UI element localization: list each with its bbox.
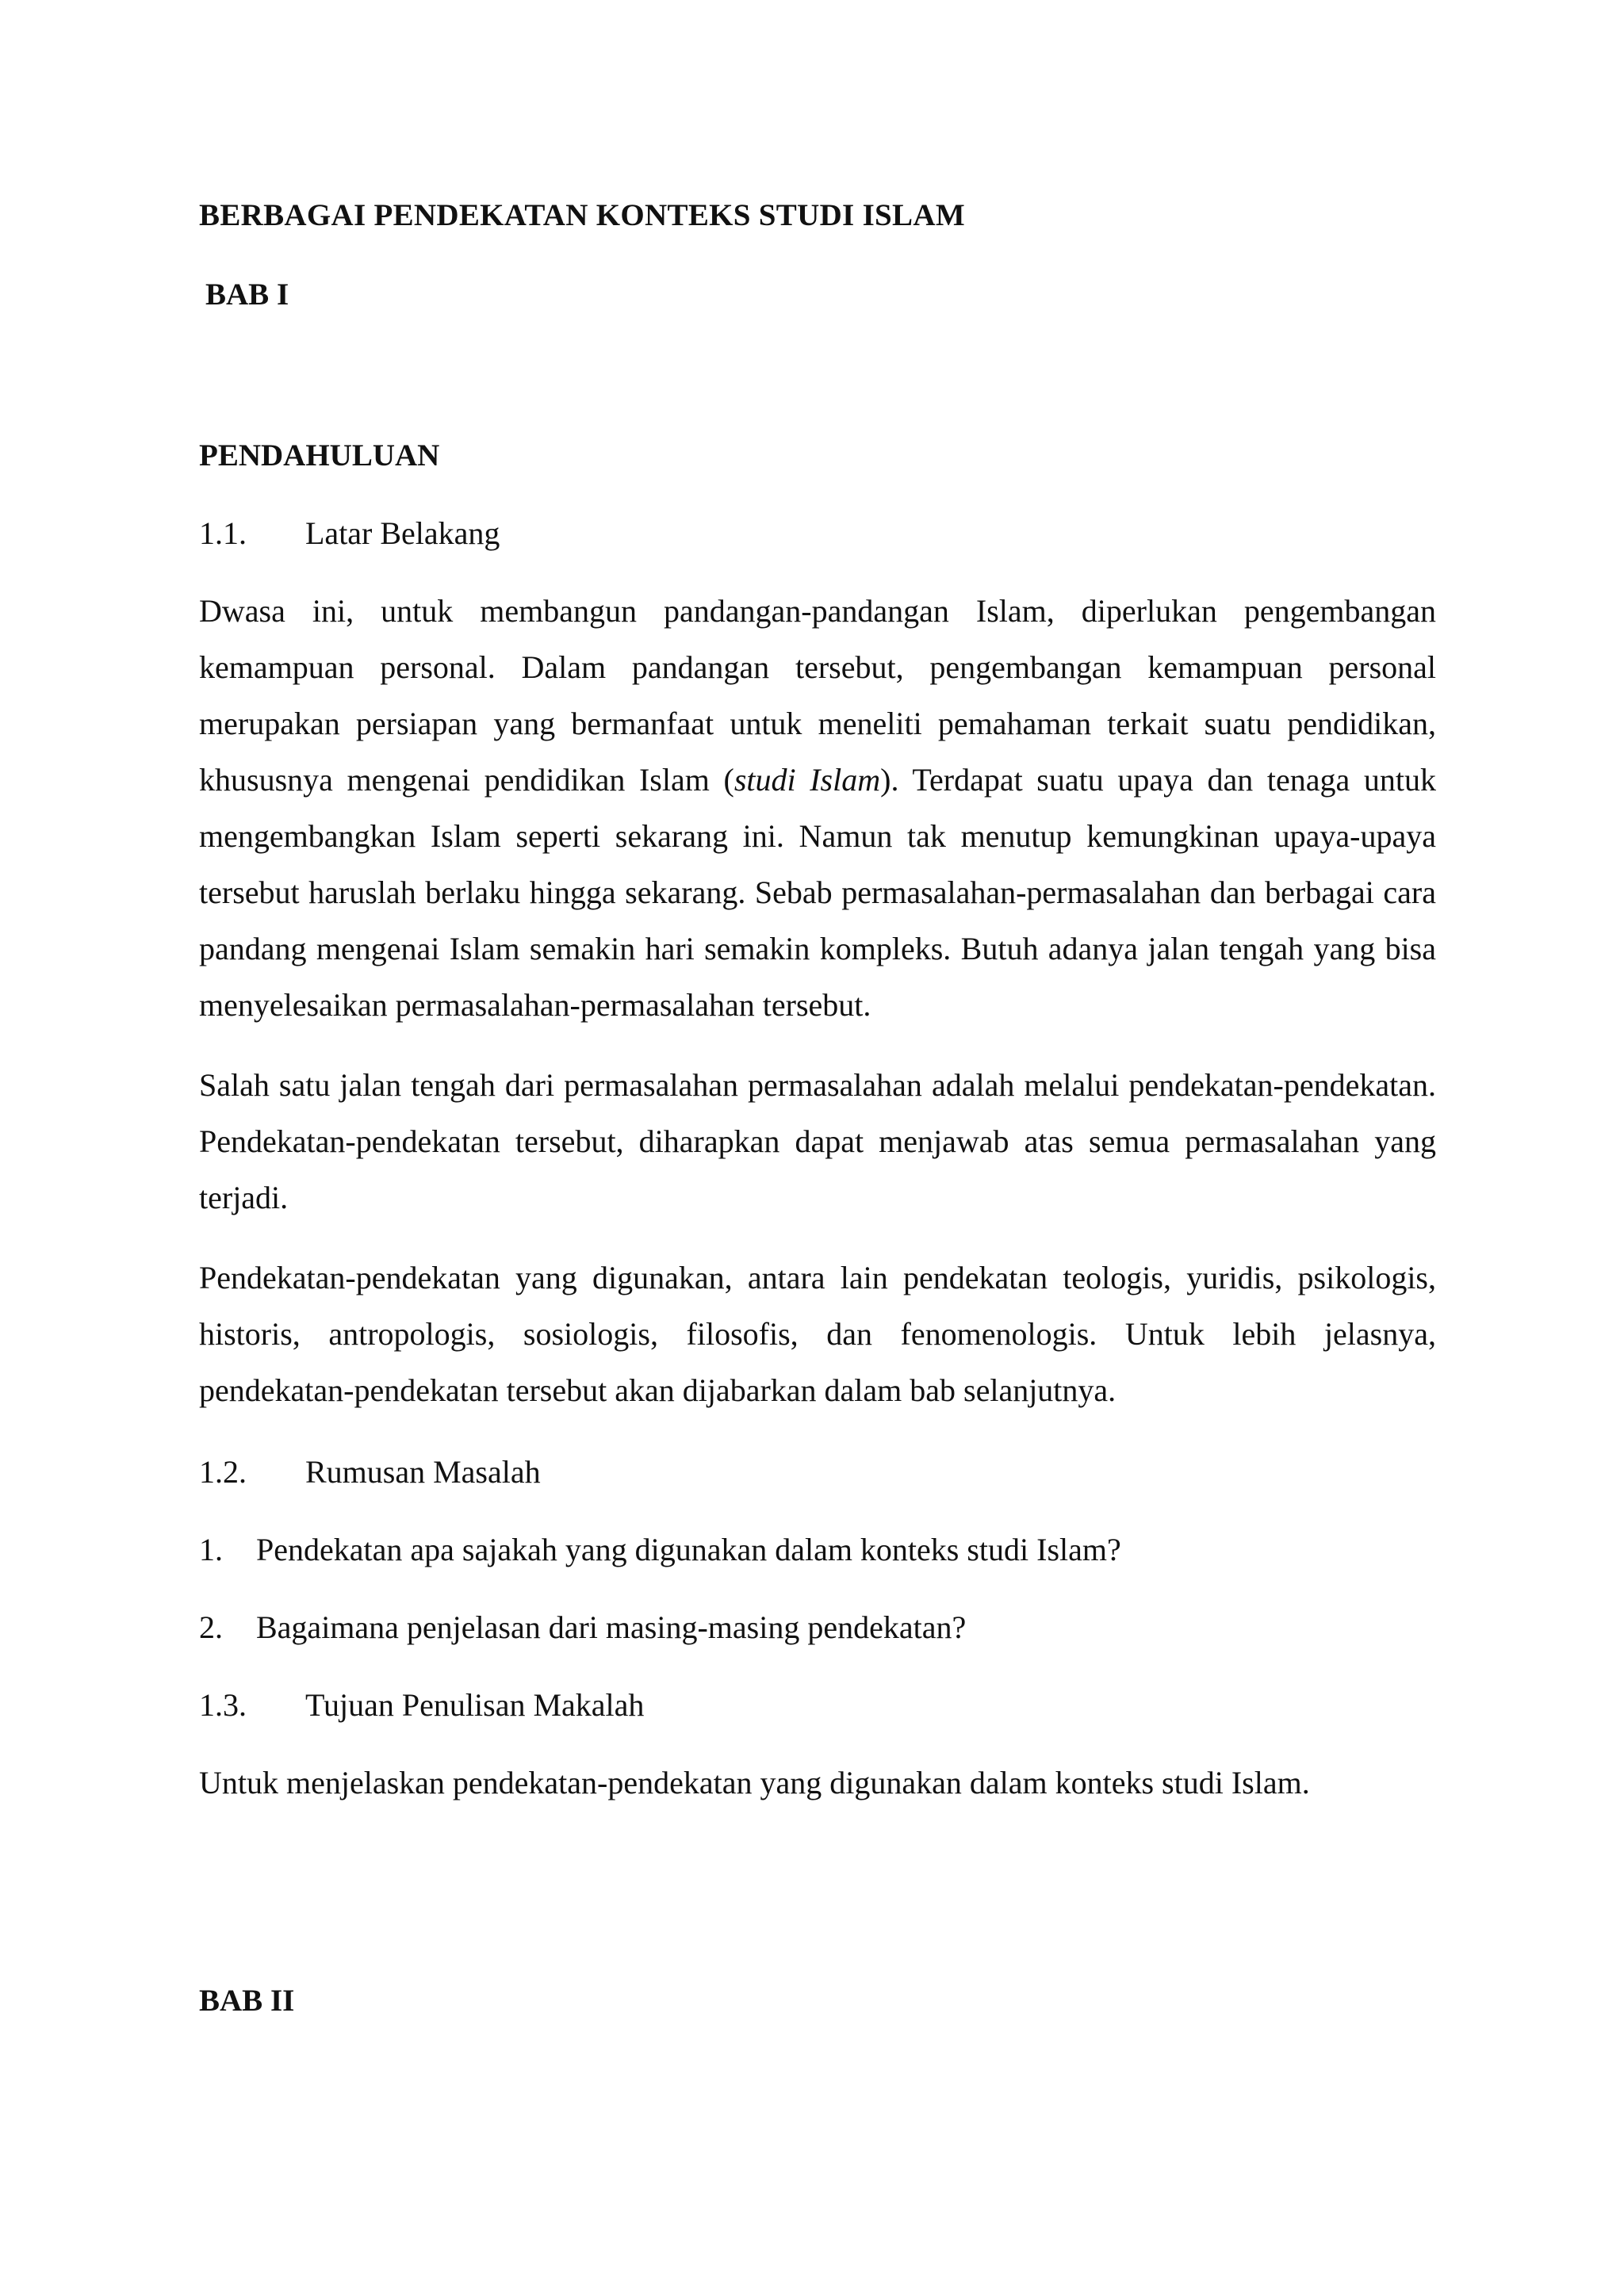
subheading-number: 1.3.	[199, 1687, 247, 1723]
subheading-number: 1.1.	[199, 515, 247, 551]
subheading-label: Latar Belakang	[305, 515, 500, 551]
paragraph-pendekatan-list: Pendekatan-pendekatan yang digunakan, antara lain pendekatan teologis, yuridis, psikologis, historis, antropologis, sosiologis, filosofis, dan fenomenologis. Untuk lebih jelasnya, pendekatan-pendekatan tersebut akan dijabarkan dalam bab selanjutnya.	[199, 1260, 1436, 1408]
document-title: BERBAGAI PENDEKATAN KONTEKS STUDI ISLAM	[199, 198, 965, 232]
list-item-text: Pendekatan apa sajakah yang digunakan dalam konteks studi Islam?	[256, 1532, 1121, 1567]
list-item-text: Bagaimana penjelasan dari masing-masing pendekatan?	[256, 1609, 967, 1645]
list-item	[199, 1604, 1436, 1651]
list-item	[199, 1526, 1436, 1574]
paragraph-latar-belakang	[199, 583, 1436, 1033]
chapter-heading-bab-ii: BAB II	[199, 1984, 295, 2018]
subheading-label: Rumusan Masalah	[305, 1454, 541, 1490]
subheading-label: Tujuan Penulisan Makalah	[305, 1687, 645, 1723]
paragraph-text: ). Terdapat suatu upaya dan tenaga untuk mengembangkan Islam seperti sekarang ini. Namun tak menutup kemungkinan upaya-upaya tersebut haruslah berlaku hingga sekarang. Sebab permasalahan-permasalahan dan berbagai cara pandang mengenai Islam semakin hari semakin kompleks. Butuh adanya jalan tengah yang bisa menyelesaikan permasalahan-permasalahan tersebut.	[199, 762, 1437, 1023]
list-marker: 2.	[199, 1609, 223, 1645]
document-body	[199, 192, 1436, 2025]
paragraph-text: Dwasa ini, untuk membangun pandangan-pandangan Islam, diperlukan pengembangan kemampuan personal. Dalam pandangan tersebut, pengembangan kemampuan personal merupakan persiapan yang bermanfaat untuk meneliti pemahaman terkait suatu pendidikan, khususnya mengenai pendidikan Islam (	[199, 593, 1436, 798]
italic-term: studi Islam	[733, 762, 881, 798]
paragraph-tujuan: Untuk menjelaskan pendekatan-pendekatan yang digunakan dalam konteks studi Islam.	[199, 1765, 1310, 1800]
section-heading-pendahuluan: PENDAHULUAN	[199, 438, 440, 473]
subheading-number: 1.2.	[199, 1454, 247, 1490]
paragraph-jalan-tengah: Salah satu jalan tengah dari permasalahan permasalahan adalah melalui pendekatan-pendekatan. Pendekatan-pendekatan tersebut, diharapkan dapat menjawab atas semua permasalahan yang terjadi.	[199, 1067, 1436, 1215]
subheading-latar-belakang	[199, 510, 1436, 557]
list-marker: 1.	[199, 1532, 223, 1567]
chapter-heading-bab-i: BAB I	[205, 277, 289, 312]
subheading-rumusan-masalah	[199, 1448, 1436, 1496]
subheading-tujuan-penulisan	[199, 1682, 1436, 1729]
